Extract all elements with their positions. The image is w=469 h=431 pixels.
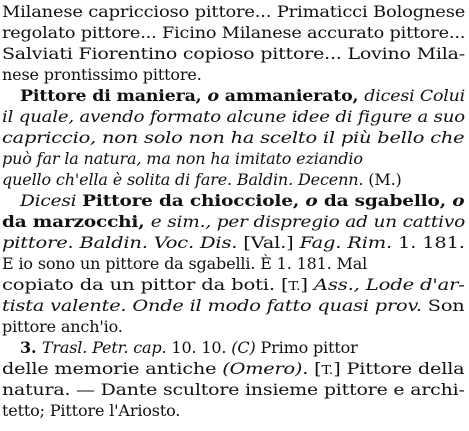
text-segment: regolato pittore... Ficino Milanese accurato pittore... (2, 23, 466, 42)
text-segment: (Omero) (222, 359, 303, 378)
text-segment: . [ (302, 359, 322, 378)
text-line (2, 316, 123, 338)
text-segment: E io sono un pittore da sgabelli. È 1. 181. Mal (2, 254, 368, 273)
text-line (2, 232, 465, 254)
text-line (2, 1, 465, 23)
text-line (2, 274, 465, 296)
text-segment: (M.) (368, 170, 402, 189)
text-segment: quello ch'ella è solita di fare. Baldin. Decenn. (2, 170, 369, 189)
text-segment: 10. 10. (171, 338, 232, 357)
text-segment: Milanese capriccioso pittore... Primaticci Bolognese (2, 2, 466, 21)
text-segment: tista valente. Onde il modo fatto quasi prov. (2, 296, 428, 315)
text-segment: ammanierato, (218, 86, 365, 105)
text-segment: da sgabello, (317, 191, 453, 210)
text-line (2, 379, 465, 401)
text-segment: Dicesi (20, 191, 83, 210)
text-segment: Trasl. Petr. cap. (41, 338, 172, 357)
text-segment: tetto; Pittore l'Ariosto. (2, 401, 181, 420)
text-segment: ] Pittore della (333, 359, 465, 378)
text-segment: nese prontissimo pittore. (2, 65, 202, 84)
text-line (2, 211, 465, 233)
text-line (2, 253, 367, 275)
text-segment: capriccio, non solo non ha scelto il più bello che (2, 128, 465, 147)
text-segment: Ass., Lode d'ar- (313, 275, 465, 294)
text-line (20, 190, 464, 212)
text-line (2, 169, 402, 191)
text-line (2, 106, 465, 128)
text-line (2, 64, 202, 86)
text-segment: copiato da un pittor da boti. [ (2, 275, 289, 294)
text-segment: ] (300, 275, 314, 294)
text-segment: e sim., per dispregio ad un cattivo (150, 212, 466, 231)
text-line (2, 22, 465, 44)
text-segment: Pittore di maniera, (20, 86, 208, 105)
text-segment: può far la natura, ma non ha imitato eziandio (2, 149, 363, 168)
text-segment: 1. 181. (398, 233, 465, 252)
text-line (20, 337, 358, 359)
text-segment: dicesi Colui (364, 86, 466, 105)
text-line (2, 127, 464, 149)
text-segment: Fag. Rim. (299, 233, 399, 252)
text-segment: o (452, 191, 465, 210)
text-segment: pittore anch'io. (2, 317, 123, 336)
text-line (2, 400, 180, 422)
text-segment: delle memorie antiche (2, 359, 223, 378)
text-line (2, 295, 464, 317)
text-segment: Pittore da chiocciole, (82, 191, 306, 210)
text-segment: Son (427, 296, 465, 315)
text-segment: Salviati Fiorentino copioso pittore... Lovino Mila- (2, 44, 465, 63)
text-segment: natura. — Dante scultore insieme pittore e archi- (2, 380, 465, 399)
text-segment: pittore. Baldin. Voc. Dis. (2, 233, 244, 252)
text-segment: T. (288, 279, 301, 293)
text-segment: il quale, avendo formato alcune idee di figure a suo (2, 107, 465, 126)
text-segment: da marzocchi, (2, 212, 151, 231)
text-line (20, 85, 465, 107)
text-segment: o (305, 191, 318, 210)
text-segment: 3. (20, 338, 42, 357)
text-line (2, 43, 465, 65)
text-segment: [Val.] (243, 233, 300, 252)
text-segment: T. (321, 363, 334, 377)
text-line (2, 358, 464, 380)
text-segment: (C) (231, 338, 261, 357)
text-segment: o (207, 86, 219, 105)
text-line (2, 148, 363, 170)
text-segment: Primo pittor (260, 338, 358, 357)
